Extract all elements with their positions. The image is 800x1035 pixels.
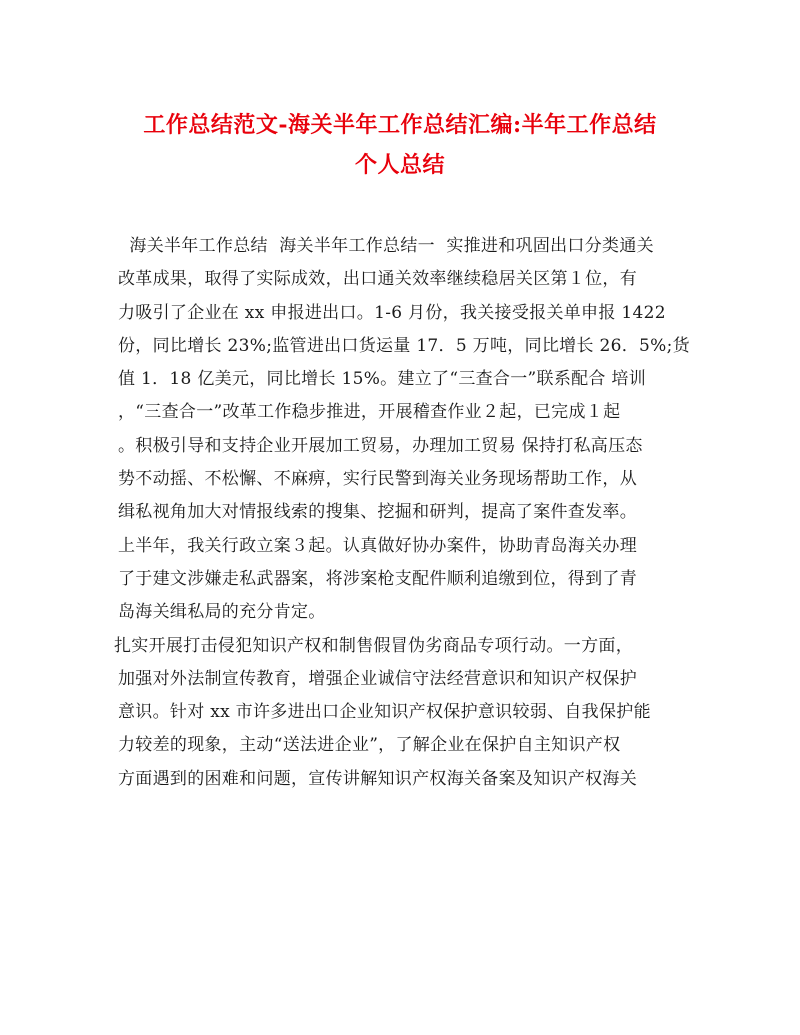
body-line: 扎实开展打击侵犯知识产权和制售假冒伪劣商品专项行动。一方面， [114, 635, 633, 656]
body-line: 势不动摇、不松懈、不麻痹，实行民警到海关业务现场帮助工作，从 [118, 469, 637, 490]
document-title [100, 105, 700, 185]
body-line: 上半年，我关行政立案３起。认真做好协办案件，协助青岛海关办理 [118, 535, 637, 556]
body-line: 份，同比增长 23%;监管进出口货运量 17．5 万吨，同比增长 26．5%;货 [118, 335, 690, 356]
body-line: ，“三查合一”改革工作稳步推进，开展稽查作业２起，已完成１起 [118, 402, 621, 423]
body-line: 力较差的现象，主动“送法进企业”，了解企业在保护自主知识产权 [118, 735, 621, 756]
body-line: 改革成果，取得了实际成效，出口通关效率继续稳居关区第１位，有 [118, 269, 637, 290]
document-body [114, 230, 690, 796]
body-line: 岛海关缉私局的充分肯定。 [118, 602, 326, 623]
body-line: 海关半年工作总结 海关半年工作总结一 实推进和巩固出口分类通关 [118, 236, 654, 256]
title-line-2: 个人总结 [354, 152, 445, 178]
body-line: 加强对外法制宣传教育，增强企业诚信守法经营意识和知识产权保护 [118, 668, 637, 689]
body-line: 方面遇到的困难和问题，宣传讲解知识产权海关备案及知识产权海关 [118, 768, 637, 789]
body-line: 力吸引了企业在 xx 申报进出口。1-6 月份，我关接受报关单申报 1422 [118, 302, 666, 323]
body-line: 意识。针对 xx 市许多进出口企业知识产权保护意识较弱、自我保护能 [118, 702, 651, 723]
body-line: 缉私视角加大对情报线索的搜集、挖掘和研判，提高了案件查发率。 [118, 502, 637, 523]
body-line: 了于建文涉嫌走私武器案，将涉案枪支配件顺利追缴到位，得到了青 [118, 568, 637, 589]
title-line-1: 工作总结范文-海关半年工作总结汇编:半年工作总结 [143, 112, 657, 138]
body-line: 。积极引导和支持企业开展加工贸易，办理加工贸易 保持打私高压态 [118, 435, 643, 456]
body-line: 值 1．18 亿美元，同比增长 15%。建立了“三查合一”联系配合 培训 [118, 369, 647, 390]
